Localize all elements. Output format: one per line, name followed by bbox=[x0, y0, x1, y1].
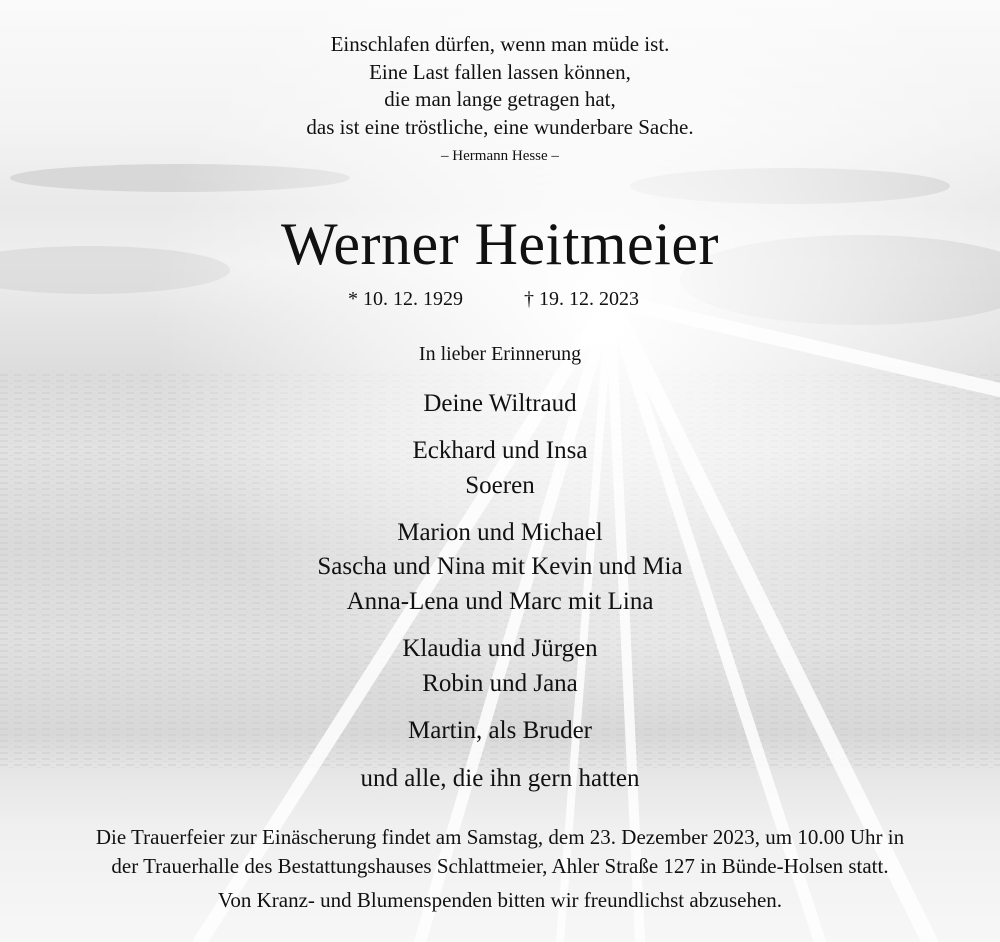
quote-line: Eine Last fallen lassen können, bbox=[369, 60, 631, 84]
mourner-line: Sascha und Nina mit Kevin und Mia bbox=[317, 553, 683, 580]
mourner-line: Anna-Lena und Marc mit Lina bbox=[346, 588, 654, 615]
mourner-line: Martin, als Bruder bbox=[408, 717, 592, 744]
mourner-line: Marion und Michael bbox=[397, 519, 603, 546]
mourner-line: Robin und Jana bbox=[422, 670, 578, 697]
mourner-line: Deine Wiltraud bbox=[423, 390, 577, 417]
quote-line: Einschlafen dürfen, wenn man müde ist. bbox=[330, 32, 670, 56]
ceremony-info-line: der Trauerhalle des Bestattungshauses Schlattmeier, Ahler Straße 127 in Bünde-Holsen statt. bbox=[111, 854, 889, 878]
mourner-line: Eckhard und Insa bbox=[412, 437, 588, 464]
quote-author: – Hermann Hesse – bbox=[441, 148, 559, 164]
mourner-line: und alle, die ihn gern hatten bbox=[360, 765, 640, 792]
deceased-name: Werner Heitmeier bbox=[281, 211, 719, 277]
mourner-line: Soeren bbox=[465, 472, 535, 499]
remembrance-line: In lieber Erinnerung bbox=[418, 343, 582, 365]
donation-note: Von Kranz- und Blumenspenden bitten wir freundlichst abzusehen. bbox=[217, 888, 783, 912]
quote-line: die man lange getragen hat, bbox=[384, 87, 616, 111]
ceremony-info-line: Die Trauerfeier zur Einäscherung findet am Samstag, dem 23. Dezember 2023, um 10.00 Uhr in bbox=[95, 825, 905, 849]
birth-date: * 10. 12. 1929 bbox=[348, 288, 463, 310]
mourner-line: Klaudia und Jürgen bbox=[402, 635, 598, 662]
quote-line: das ist eine tröstliche, eine wunderbare Sache. bbox=[306, 115, 694, 139]
death-date: † 19. 12. 2023 bbox=[524, 288, 639, 310]
